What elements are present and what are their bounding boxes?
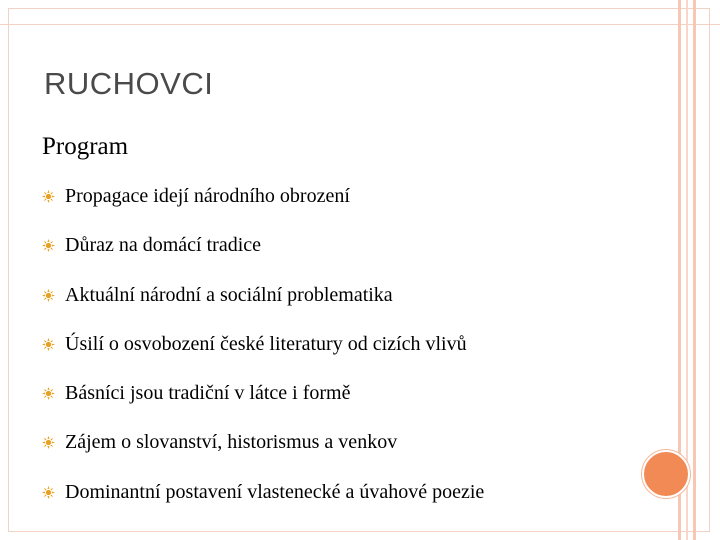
slide-subtitle: Program (42, 133, 129, 160)
sun-bullet-icon (42, 436, 55, 449)
bullet-text: Aktuální národní a sociální problematika (65, 283, 393, 306)
bullet-text: Básníci jsou tradiční v látce i formě (65, 382, 351, 405)
decorative-stripe (686, 0, 688, 540)
decorative-circle (642, 450, 690, 498)
decorative-stripe (693, 0, 696, 540)
list-item (42, 379, 484, 428)
list-item (42, 428, 484, 477)
list-item (42, 231, 484, 280)
bullet-list (42, 182, 484, 527)
bullet-text: Úsilí o osvobození české literatury od cizích vlivů (65, 332, 467, 355)
list-item (42, 182, 484, 231)
list-item (42, 478, 484, 527)
bullet-text: Dominantní postavení vlastenecké a úvahové poezie (65, 480, 485, 503)
sun-bullet-icon (42, 239, 55, 252)
sun-bullet-icon (42, 289, 55, 302)
list-item (42, 281, 484, 330)
bullet-text: Důraz na domácí tradice (65, 234, 262, 257)
sun-bullet-icon (42, 486, 55, 499)
sun-bullet-icon (42, 190, 55, 203)
sun-bullet-icon (42, 387, 55, 400)
list-item (42, 330, 484, 379)
slide-title: RUCHOVCI (44, 66, 214, 101)
sun-bullet-icon (42, 338, 55, 351)
bullet-text: Zájem o slovanství, historismus a venkov (65, 431, 398, 454)
bullet-text: Propagace idejí národního obrození (65, 185, 350, 207)
